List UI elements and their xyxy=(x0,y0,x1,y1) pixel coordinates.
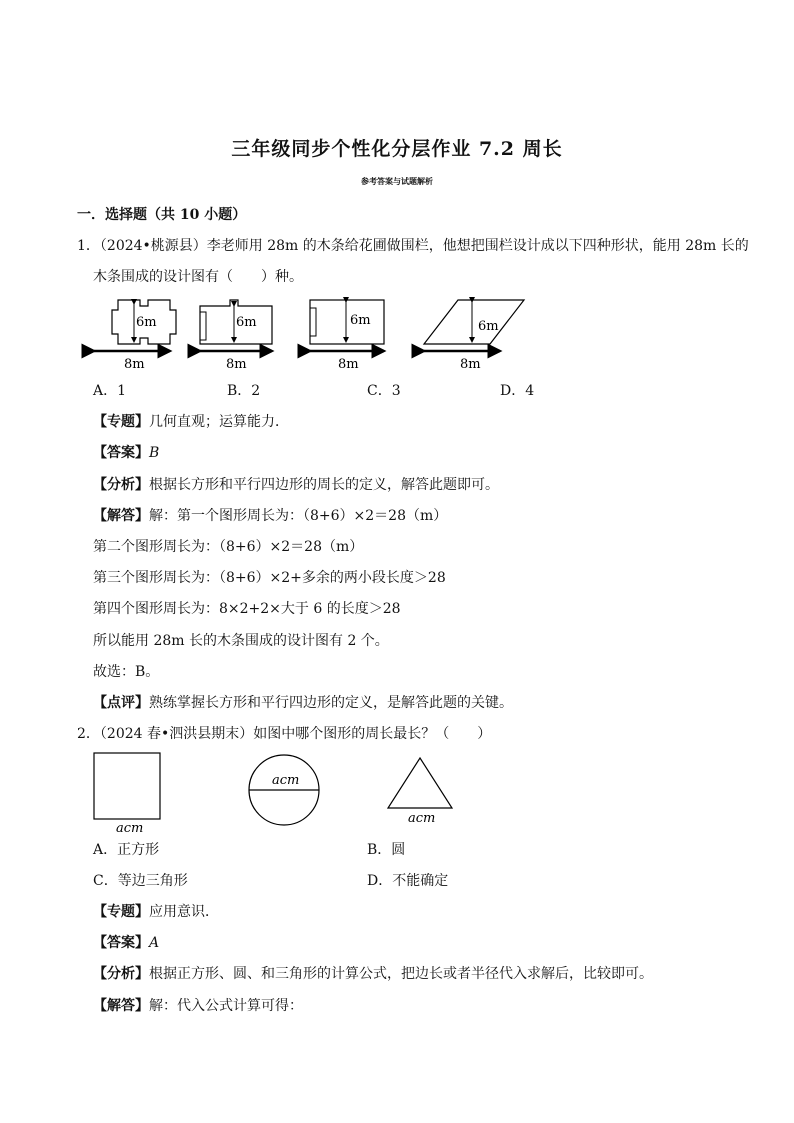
q1-option-b: B．2 xyxy=(227,383,261,399)
page-title: 三年级同步个性化分层作业 7.2 周长 xyxy=(231,138,563,160)
q1-analysis: 【分析】根据长方形和平行四边形的周长的定义，解答此题即可。 xyxy=(93,477,499,493)
q2-option-a: A．正方形 xyxy=(93,842,160,858)
page-subtitle: 参考答案与试题解析 xyxy=(361,176,433,186)
q1-solution-line3: 第三个图形周长为：（8+6）×2+多余的两小段长度＞28 xyxy=(93,570,446,586)
section-heading: 一．选择题（共 10 小题） xyxy=(77,207,247,223)
q1-fig1-height-label: 6m xyxy=(136,315,157,330)
q1-figure-3 xyxy=(310,300,384,372)
q1-stem-line2: 木条围成的设计图有（ ）种。 xyxy=(93,269,303,285)
q1-option-c: C．3 xyxy=(367,383,401,399)
q1-comment: 【点评】熟练掌握长方形和平行四边形的定义，是解答此题的关键。 xyxy=(93,695,513,711)
q2-triangle-label: acm xyxy=(408,811,436,826)
q2-analysis: 【分析】根据正方形、圆、和三角形的计算公式，把边长或者半径代入求解后，比较即可。 xyxy=(93,966,653,982)
q1-answer: 【答案】B xyxy=(93,445,160,461)
q1-fig1-width-label: 8m xyxy=(124,357,145,372)
q2-square-label: acm xyxy=(116,821,144,836)
q1-figures xyxy=(88,296,628,376)
q1-solution-line1: 【解答】解：第一个图形周长为：（8+6）×2＝28（m） xyxy=(93,508,448,524)
q1-option-d: D．4 xyxy=(500,383,535,399)
q1-topic: 【专题】几何直观；运算能力． xyxy=(93,414,289,430)
q1-stem-line1: 1．（2024•桃源县）李老师用 28m 的木条给花圃做围栏，他想把围栏设计成以下四种形状，能用 28m 长的 xyxy=(77,238,749,254)
q1-fig3-height-label: 6m xyxy=(350,313,371,328)
q1-solution-line2: 第二个图形周长为：（8+6）×2＝28（m） xyxy=(93,539,364,555)
q1-fig2-width-label: 8m xyxy=(226,357,247,372)
q2-option-c: C．等边三角形 xyxy=(93,873,188,889)
q1-fig3-width-label: 8m xyxy=(338,357,359,372)
q2-square xyxy=(94,753,160,836)
q2-circle-label: acm xyxy=(272,773,300,788)
q2-answer: 【答案】A xyxy=(93,935,160,951)
q2-triangle xyxy=(388,758,452,826)
q2-figures xyxy=(90,750,470,835)
q1-figure-1 xyxy=(94,300,176,372)
q2-option-d: D．不能确定 xyxy=(367,873,449,889)
q1-solution-line6: 故选：B。 xyxy=(93,664,160,680)
q2-stem: 2．（2024 春•泗洪县期末）如图中哪个图形的周长最长？（ ） xyxy=(77,726,492,742)
q2-topic: 【专题】应用意识． xyxy=(93,904,219,920)
q1-option-a: A．1 xyxy=(93,383,127,399)
q1-solution-line5: 所以能用 28m 长的木条围成的设计图有 2 个。 xyxy=(93,633,389,649)
q1-fig4-width-label: 8m xyxy=(460,357,481,372)
q2-circle xyxy=(249,755,319,825)
q1-solution-line4: 第四个图形周长为：8×2+2×大于 6 的长度＞28 xyxy=(93,601,401,617)
q2-solution: 【解答】解：代入公式计算可得： xyxy=(93,998,303,1014)
q1-fig2-height-label: 6m xyxy=(236,315,257,330)
q1-fig4-height-label: 6m xyxy=(478,319,499,334)
q1-figure-4 xyxy=(424,300,524,372)
q1-figure-2 xyxy=(200,300,272,372)
q2-option-b: B．圆 xyxy=(367,842,406,858)
